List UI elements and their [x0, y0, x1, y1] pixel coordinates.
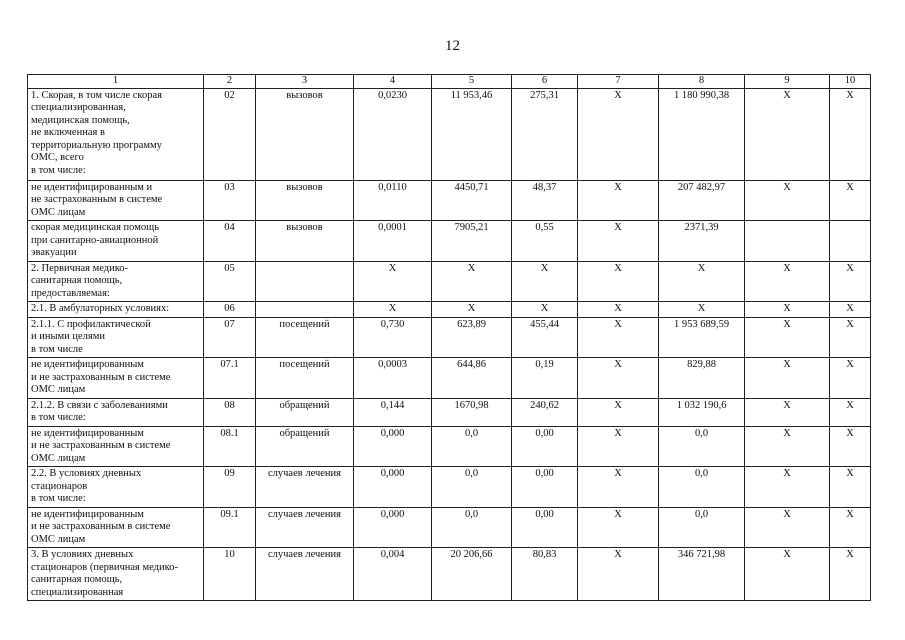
- table-cell: Х: [745, 548, 830, 601]
- table-cell: посещений: [256, 317, 354, 358]
- column-header: 5: [432, 75, 512, 89]
- table-cell: 07.1: [204, 358, 256, 399]
- column-header: 4: [354, 75, 432, 89]
- row-label-cell: 3. В условиях дневных стационаров (первичная медико- санитарная помощь, специализированная: [28, 548, 204, 601]
- table-cell: 11 953,46: [432, 88, 512, 180]
- table-cell: 10: [204, 548, 256, 601]
- table-row: [28, 358, 871, 399]
- table-cell: случаев лечения: [256, 507, 354, 548]
- table-cell: 0,00: [512, 507, 578, 548]
- table-cell: [830, 221, 871, 262]
- table-cell: Х: [578, 398, 659, 426]
- table-cell: Х: [578, 548, 659, 601]
- table-cell: Х: [578, 261, 659, 302]
- table-cell: 80,83: [512, 548, 578, 601]
- table-body: [28, 88, 871, 601]
- table-cell: Х: [830, 88, 871, 180]
- table-cell: 09.1: [204, 507, 256, 548]
- column-header: 3: [256, 75, 354, 89]
- table-cell: 0,0: [432, 467, 512, 508]
- table-row: [28, 317, 871, 358]
- table-row: [28, 302, 871, 318]
- table-cell: Х: [578, 467, 659, 508]
- table-cell: вызовов: [256, 221, 354, 262]
- table-cell: 0,000: [354, 467, 432, 508]
- table-cell: вызовов: [256, 180, 354, 221]
- table-cell: 0,0: [432, 426, 512, 467]
- table-cell: случаев лечения: [256, 548, 354, 601]
- table-cell: [256, 261, 354, 302]
- table-cell: 08.1: [204, 426, 256, 467]
- column-header: 9: [745, 75, 830, 89]
- table-cell: 0,00: [512, 467, 578, 508]
- table-cell: 07: [204, 317, 256, 358]
- row-label-cell: не идентифицированным и не застрахованным в системе ОМС лицам: [28, 358, 204, 399]
- row-label-cell: 1. Скорая, в том числе скорая специализированная, медицинская помощь, не включенная в территориальную программу ОМС, всего в том числе:: [28, 88, 204, 180]
- table-cell: 4450,71: [432, 180, 512, 221]
- table-row: [28, 507, 871, 548]
- table-row: [28, 88, 871, 180]
- table-cell: 0,730: [354, 317, 432, 358]
- table-cell: 0,004: [354, 548, 432, 601]
- table-cell: 03: [204, 180, 256, 221]
- table-cell: 0,0: [432, 507, 512, 548]
- table-cell: случаев лечения: [256, 467, 354, 508]
- row-label-cell: 2.2. В условиях дневных стационаров в том числе:: [28, 467, 204, 508]
- table-cell: 02: [204, 88, 256, 180]
- table-cell: 0,0: [659, 467, 745, 508]
- row-label-cell: скорая медицинская помощь при санитарно-авиационной эвакуации: [28, 221, 204, 262]
- header-row: [28, 75, 871, 89]
- table-cell: 455,44: [512, 317, 578, 358]
- table-cell: 0,000: [354, 507, 432, 548]
- column-header: 8: [659, 75, 745, 89]
- data-table: [27, 74, 871, 601]
- table-cell: Х: [830, 358, 871, 399]
- table-cell: Х: [745, 180, 830, 221]
- table-cell: Х: [578, 302, 659, 318]
- row-label-cell: не идентифицированным и не застрахованным в системе ОМС лицам: [28, 180, 204, 221]
- table-cell: 207 482,97: [659, 180, 745, 221]
- table-cell: Х: [578, 358, 659, 399]
- table-cell: Х: [578, 317, 659, 358]
- table-row: [28, 426, 871, 467]
- table-cell: 09: [204, 467, 256, 508]
- table-cell: Х: [745, 302, 830, 318]
- table-cell: Х: [745, 467, 830, 508]
- column-header: 2: [204, 75, 256, 89]
- table-cell: 7905,21: [432, 221, 512, 262]
- table-cell: Х: [830, 398, 871, 426]
- column-header: 6: [512, 75, 578, 89]
- table-cell: Х: [830, 426, 871, 467]
- row-label-cell: 2. Первичная медико- санитарная помощь, предоставляемая:: [28, 261, 204, 302]
- table-cell: Х: [830, 507, 871, 548]
- table-cell: Х: [659, 302, 745, 318]
- table-cell: 0,19: [512, 358, 578, 399]
- table-row: [28, 221, 871, 262]
- table-cell: Х: [512, 302, 578, 318]
- page-number: 12: [445, 38, 460, 54]
- table-cell: 0,0001: [354, 221, 432, 262]
- column-header: 10: [830, 75, 871, 89]
- table-cell: Х: [578, 221, 659, 262]
- table-cell: 06: [204, 302, 256, 318]
- table-cell: Х: [354, 261, 432, 302]
- table-cell: обращений: [256, 398, 354, 426]
- table-cell: Х: [830, 180, 871, 221]
- table-cell: 0,00: [512, 426, 578, 467]
- row-label-cell: не идентифицированным и не застрахованным в системе ОМС лицам: [28, 507, 204, 548]
- table-cell: 829,88: [659, 358, 745, 399]
- table-cell: 04: [204, 221, 256, 262]
- table-cell: Х: [830, 467, 871, 508]
- table-cell: посещений: [256, 358, 354, 399]
- table-cell: 08: [204, 398, 256, 426]
- table-cell: 0,55: [512, 221, 578, 262]
- column-header: 7: [578, 75, 659, 89]
- table-cell: 1 953 689,59: [659, 317, 745, 358]
- row-label-cell: 2.1. В амбулаторных условиях:: [28, 302, 204, 318]
- table-cell: 0,0: [659, 507, 745, 548]
- row-label-cell: не идентифицированным и не застрахованным в системе ОМС лицам: [28, 426, 204, 467]
- table-cell: Х: [745, 507, 830, 548]
- table-cell: 0,144: [354, 398, 432, 426]
- table-cell: вызовов: [256, 88, 354, 180]
- table-cell: Х: [659, 261, 745, 302]
- table-cell: Х: [745, 88, 830, 180]
- column-header: 1: [28, 75, 204, 89]
- table-cell: 623,89: [432, 317, 512, 358]
- table-cell: 1 180 990,38: [659, 88, 745, 180]
- table-cell: Х: [512, 261, 578, 302]
- table-row: [28, 261, 871, 302]
- table-cell: Х: [830, 317, 871, 358]
- table-cell: 2371,39: [659, 221, 745, 262]
- table-row: [28, 180, 871, 221]
- table-cell: 20 206,66: [432, 548, 512, 601]
- table-cell: 0,000: [354, 426, 432, 467]
- table-cell: 05: [204, 261, 256, 302]
- table-cell: Х: [745, 261, 830, 302]
- table-cell: 1670,98: [432, 398, 512, 426]
- table-cell: Х: [578, 426, 659, 467]
- table-cell: 1 032 190,6: [659, 398, 745, 426]
- table-cell: 0,0003: [354, 358, 432, 399]
- row-label-cell: 2.1.2. В связи с заболеваниями в том числе:: [28, 398, 204, 426]
- table-cell: 0,0230: [354, 88, 432, 180]
- table-cell: Х: [432, 302, 512, 318]
- table-cell: 275,31: [512, 88, 578, 180]
- table-cell: Х: [354, 302, 432, 318]
- table-row: [28, 398, 871, 426]
- table-cell: 346 721,98: [659, 548, 745, 601]
- table-cell: 48,37: [512, 180, 578, 221]
- table-cell: Х: [745, 426, 830, 467]
- table-cell: Х: [578, 88, 659, 180]
- table-cell: Х: [578, 507, 659, 548]
- row-label-cell: 2.1.1. С профилактической и иными целями в том числе: [28, 317, 204, 358]
- table-cell: 644,86: [432, 358, 512, 399]
- table-cell: Х: [745, 317, 830, 358]
- table-cell: [256, 302, 354, 318]
- table-cell: Х: [432, 261, 512, 302]
- table-cell: 240,62: [512, 398, 578, 426]
- table-row: [28, 548, 871, 601]
- table-row: [28, 467, 871, 508]
- table-cell: Х: [830, 302, 871, 318]
- table-cell: [745, 221, 830, 262]
- table-cell: Х: [830, 548, 871, 601]
- table-cell: Х: [830, 261, 871, 302]
- table-cell: 0,0: [659, 426, 745, 467]
- table-cell: обращений: [256, 426, 354, 467]
- table-cell: 0,0110: [354, 180, 432, 221]
- table-cell: Х: [745, 398, 830, 426]
- table-cell: Х: [745, 358, 830, 399]
- table-cell: Х: [578, 180, 659, 221]
